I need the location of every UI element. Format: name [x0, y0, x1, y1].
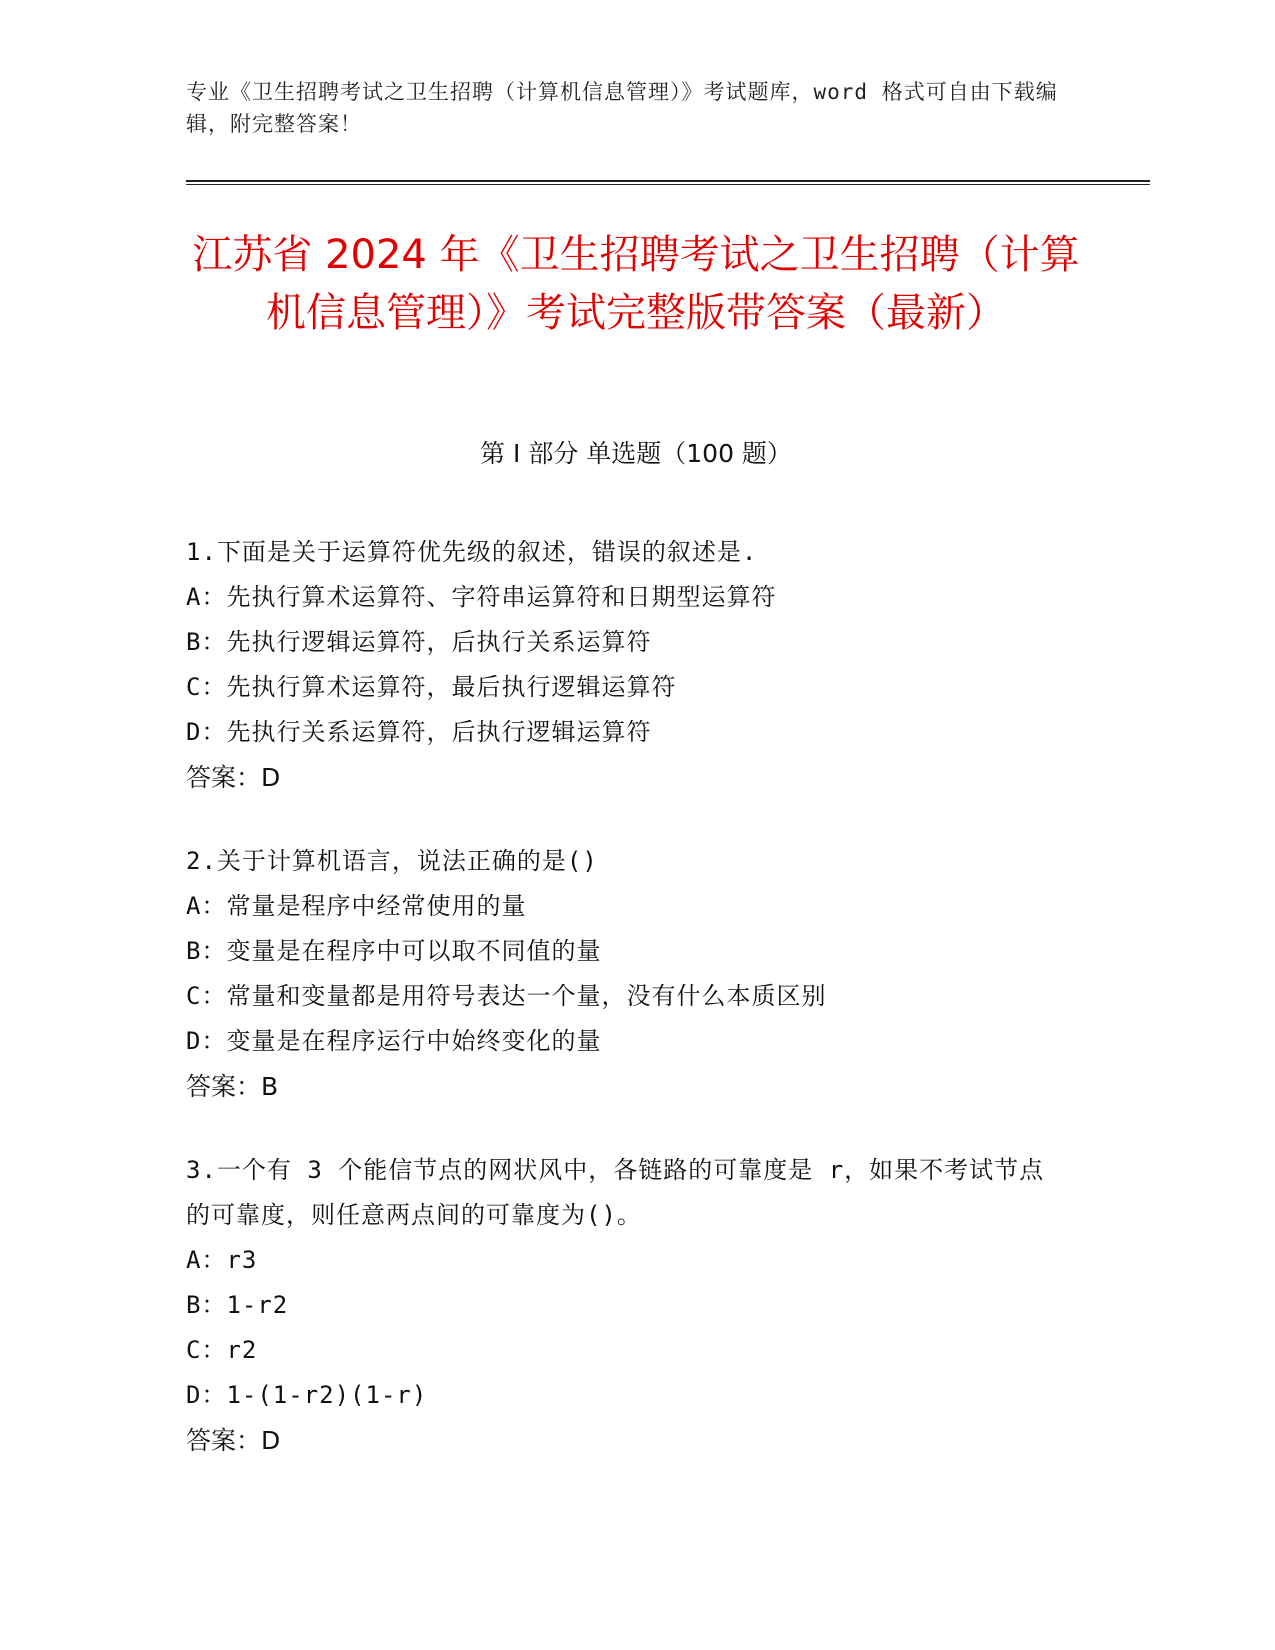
section-heading: 第 I 部分 单选题（100 题） [480, 439, 792, 468]
option-c: C：先执行算术运算符，最后执行逻辑运算符 [186, 673, 677, 701]
answer-line: 答案：B [186, 1072, 279, 1101]
question-1 [186, 530, 1086, 801]
answer-line: 答案：D [186, 1426, 281, 1455]
question-stem: 1.下面是关于运算符优先级的叙述，错误的叙述是. [186, 538, 758, 566]
option-a: A：先执行算术运算符、字符串运算符和日期型运算符 [186, 583, 777, 611]
option-a: A：常量是程序中经常使用的量 [186, 892, 527, 920]
question-2 [186, 839, 1086, 1110]
document-title: 江苏省 2024 年《卫生招聘考试之卫生招聘（计算机信息管理）》考试完整版带答案（最新） [192, 232, 1080, 336]
option-b: B：1-r2 [186, 1291, 289, 1319]
header-note: 专业《卫生招聘考试之卫生招聘（计算机信息管理）》考试题库，word 格式可自由下载编辑，附完整答案！ [186, 80, 1058, 136]
option-b: B：先执行逻辑运算符，后执行关系运算符 [186, 628, 652, 656]
option-c: C：r2 [186, 1336, 258, 1364]
option-d: D：先执行关系运算符，后执行逻辑运算符 [186, 718, 652, 746]
answer-line: 答案：D [186, 763, 281, 792]
question-list [186, 530, 1086, 1502]
header-divider-thin [186, 184, 1150, 185]
option-a: A：r3 [186, 1246, 258, 1274]
option-b: B：变量是在程序中可以取不同值的量 [186, 937, 602, 965]
question-3 [186, 1148, 1086, 1464]
option-d: D：1-(1-r2)(1-r) [186, 1381, 428, 1409]
question-stem: 2.关于计算机语言，说法正确的是() [186, 847, 598, 875]
question-stem: 3.一个有 3 个能信节点的网状风中，各链路的可靠度是 r，如果不考试节点的可靠度，则任意两点间的可靠度为()。 [186, 1156, 1045, 1229]
option-d: D：变量是在程序运行中始终变化的量 [186, 1027, 602, 1055]
option-c: C：常量和变量都是用符号表达一个量，没有什么本质区别 [186, 982, 827, 1010]
header-divider [186, 180, 1150, 182]
